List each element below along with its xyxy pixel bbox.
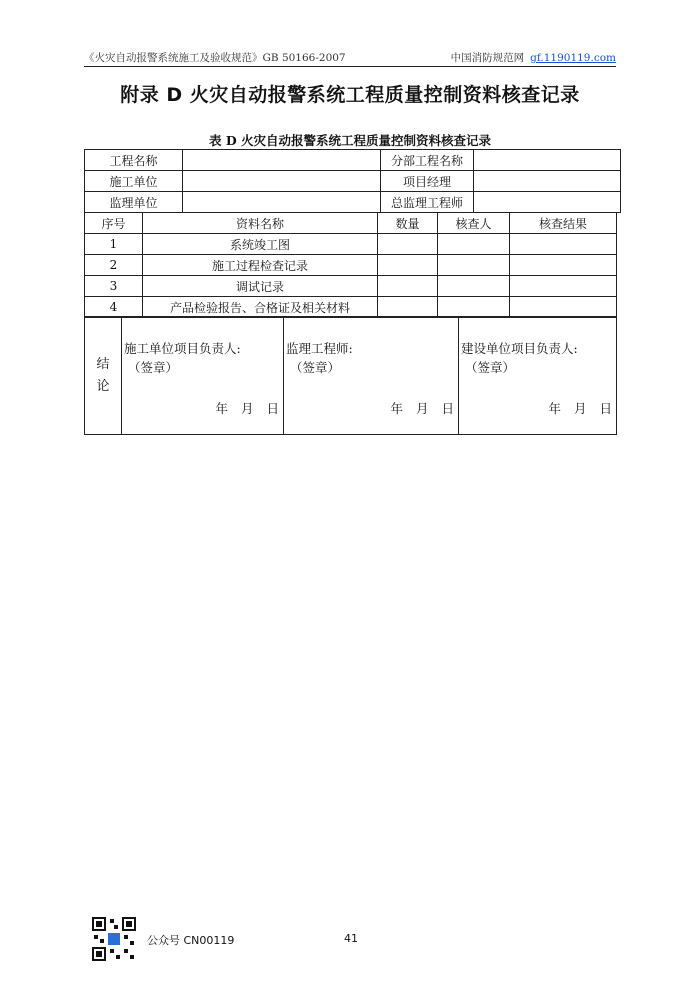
col-header-checker: 核查人 [438, 213, 510, 234]
info-label: 监理单位 [85, 192, 183, 213]
conclusion-label [85, 317, 122, 435]
info-value[interactable] [474, 171, 621, 192]
column-header-row [85, 213, 617, 234]
header-site [451, 50, 616, 65]
info-value[interactable] [474, 150, 621, 171]
item-checker[interactable] [438, 276, 510, 297]
item-no: 1 [85, 234, 143, 255]
header-site-name: 中国消防规范网 [450, 52, 525, 64]
item-result[interactable] [510, 255, 617, 276]
signature-role: 施工单位项目负责人: [124, 341, 241, 356]
table-row [85, 297, 617, 318]
signature-cell-owner[interactable] [459, 317, 617, 435]
item-qty[interactable] [378, 297, 438, 318]
signature-cell-supervisor[interactable] [284, 317, 459, 435]
signature-seal: （签章） [465, 360, 516, 375]
item-name: 调试记录 [143, 276, 378, 297]
info-value[interactable] [183, 150, 381, 171]
item-qty[interactable] [378, 234, 438, 255]
col-header-name: 资料名称 [143, 213, 378, 234]
conclusion-label-char: 结 [96, 356, 110, 372]
page-header [84, 50, 616, 66]
table-row [85, 276, 617, 297]
page-number: 41 [344, 932, 358, 945]
item-checker[interactable] [438, 255, 510, 276]
qr-code-icon [90, 915, 138, 963]
item-no: 2 [85, 255, 143, 276]
items-table [84, 212, 617, 318]
item-qty[interactable] [378, 255, 438, 276]
conclusion-row [85, 317, 617, 435]
item-checker[interactable] [438, 234, 510, 255]
col-header-no: 序号 [85, 213, 143, 234]
item-name: 施工过程检查记录 [143, 255, 378, 276]
signature-date: 年 月 日 [215, 401, 279, 416]
info-label: 项目经理 [381, 171, 474, 192]
table-caption: 表 D 火灾自动报警系统工程质量控制资料核查记录 [208, 133, 492, 148]
info-label: 总监理工程师 [381, 192, 474, 213]
table-row [85, 234, 617, 255]
signature-date: 年 月 日 [390, 401, 454, 416]
header-standard-title: 《火灾自动报警系统施工及验收规范》GB 50166-2007 [84, 52, 346, 64]
item-name: 系统竣工图 [143, 234, 378, 255]
header-divider [84, 66, 616, 67]
header-site-link[interactable]: gf.1190119.com [530, 52, 616, 64]
info-label: 工程名称 [85, 150, 183, 171]
info-value[interactable] [183, 171, 381, 192]
conclusion-table [84, 316, 617, 435]
info-row [85, 192, 621, 213]
item-result[interactable] [510, 234, 617, 255]
signature-role: 建设单位项目负责人: [461, 341, 578, 356]
info-row [85, 150, 621, 171]
record-table [84, 149, 621, 213]
conclusion-label-char: 论 [96, 378, 110, 394]
info-value[interactable] [183, 192, 381, 213]
footer-account: 公众号 CN00119 [147, 934, 235, 947]
signature-seal: （签章） [128, 360, 179, 375]
signature-seal: （签章） [290, 360, 341, 375]
info-label: 分部工程名称 [381, 150, 474, 171]
item-no: 3 [85, 276, 143, 297]
col-header-qty: 数量 [378, 213, 438, 234]
info-value[interactable] [474, 192, 621, 213]
table-row [85, 255, 617, 276]
item-result[interactable] [510, 297, 617, 318]
signature-cell-contractor[interactable] [122, 317, 284, 435]
info-label: 施工单位 [85, 171, 183, 192]
col-header-result: 核查结果 [510, 213, 617, 234]
signature-date: 年 月 日 [548, 401, 612, 416]
signature-role: 监理工程师: [286, 341, 353, 356]
info-row [85, 171, 621, 192]
item-name: 产品检验报告、合格证及相关材料 [143, 297, 378, 318]
item-result[interactable] [510, 276, 617, 297]
item-no: 4 [85, 297, 143, 318]
item-qty[interactable] [378, 276, 438, 297]
item-checker[interactable] [438, 297, 510, 318]
page-title: 附录 D 火灾自动报警系统工程质量控制资料核查记录 [120, 84, 580, 106]
